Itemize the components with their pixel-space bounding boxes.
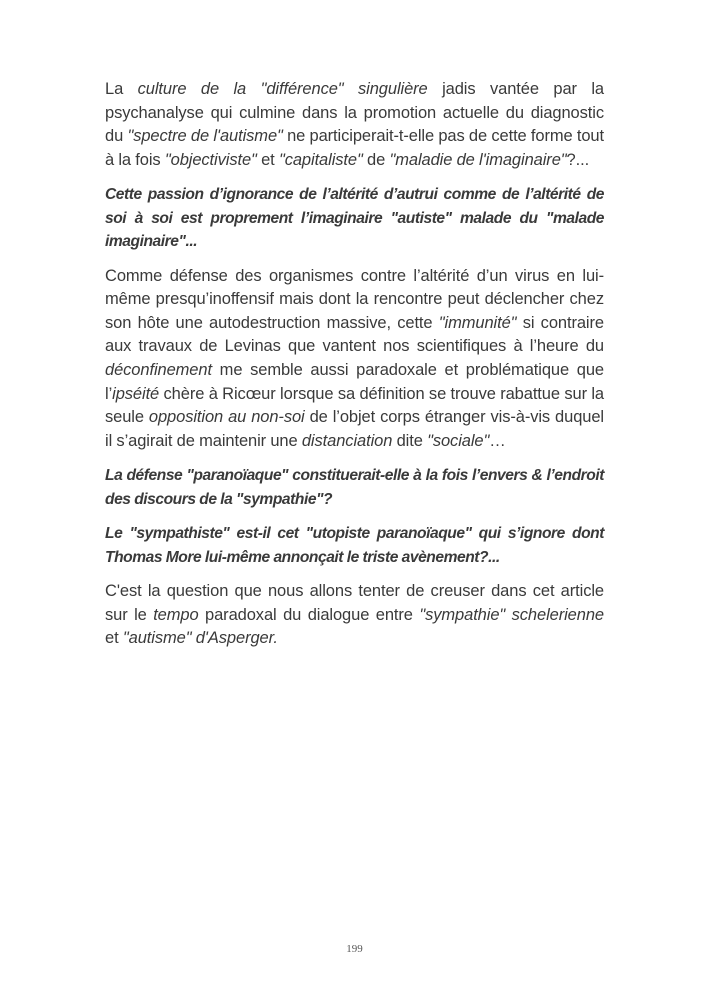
text-segment: de l’objet corps étranger vis-à-vis duquel il s’agirait de maintenir une	[105, 408, 604, 450]
paragraph-5	[105, 522, 604, 569]
text-segment: paradoxal du dialogue entre	[198, 605, 420, 624]
text-segment: ipséité	[112, 384, 160, 403]
text-segment: et	[105, 629, 123, 648]
paragraph-6	[105, 580, 604, 651]
text-segment: Le "sympathiste" est-il cet "utopiste paranoïaque" qui s’ignore dont Thomas More lui-même annonçait le triste avènement?...	[105, 525, 604, 566]
paragraph-2	[105, 183, 604, 253]
text-segment: me semble aussi paradoxale et problématique que l’	[105, 360, 604, 403]
text-segment: C'est la question que nous allons tenter de creuser dans cet article sur le	[105, 581, 604, 624]
page-body	[105, 78, 604, 662]
text-segment: Comme défense des organismes contre l’altérité d’un virus en lui-même presqu’inoffensif mais dont la rencontre peut déclencher chez son hôte une autodestruction massive, cette	[105, 266, 604, 332]
text-segment: Cette passion d’ignorance de l’altérité d’autrui comme de l’altérité de soi à soi est proprement l’imaginaire "autiste" malade du "malade imaginaire"...	[105, 186, 604, 251]
text-segment: tempo	[153, 605, 199, 624]
text-segment: "capitaliste"	[278, 150, 363, 169]
text-segment: …	[489, 431, 506, 450]
text-segment: opposition au non-soi	[148, 408, 305, 427]
text-segment: "objectiviste"	[164, 150, 257, 169]
text-segment: "immunité"	[438, 313, 517, 332]
page-number: 199	[346, 943, 363, 955]
text-segment: "maladie de l'imaginaire"	[389, 150, 567, 169]
paragraph-4	[105, 464, 604, 511]
text-segment: "sympathie" schelerienne	[419, 605, 604, 624]
text-segment: jadis vantée par la psychanalyse qui culmine dans la promotion actuelle du diagnostic du	[105, 80, 605, 146]
text-segment: La défense "paranoïaque" constituerait-elle à la fois l’envers & l’endroit des discours de la "sympathie"?	[105, 467, 604, 508]
text-segment: chère à Ricœur lorsque sa définition se trouve rabattue sur la seule	[105, 384, 604, 427]
text-segment: si contraire aux travaux de Levinas que vantent nos scientifiques à l’heure du	[105, 313, 604, 356]
text-segment: de	[362, 150, 390, 169]
text-segment: distanciation	[301, 431, 393, 450]
text-segment: dite	[392, 431, 428, 450]
paragraph-3	[105, 265, 604, 454]
text-segment: "autisme" d'Asperger.	[122, 629, 278, 648]
text-segment: La	[105, 80, 138, 98]
text-segment: et	[256, 150, 279, 169]
text-segment: ?...	[566, 150, 590, 169]
paragraph-1	[105, 78, 604, 172]
text-segment: culture de la "différence" singulière	[137, 80, 428, 98]
text-segment: "spectre de l'autisme"	[127, 127, 283, 146]
text-segment: ne participerait-t-elle pas de cette forme tout à la fois	[105, 127, 604, 169]
text-segment: déconfinement	[105, 360, 212, 379]
text-segment: "sociale"	[427, 431, 490, 450]
